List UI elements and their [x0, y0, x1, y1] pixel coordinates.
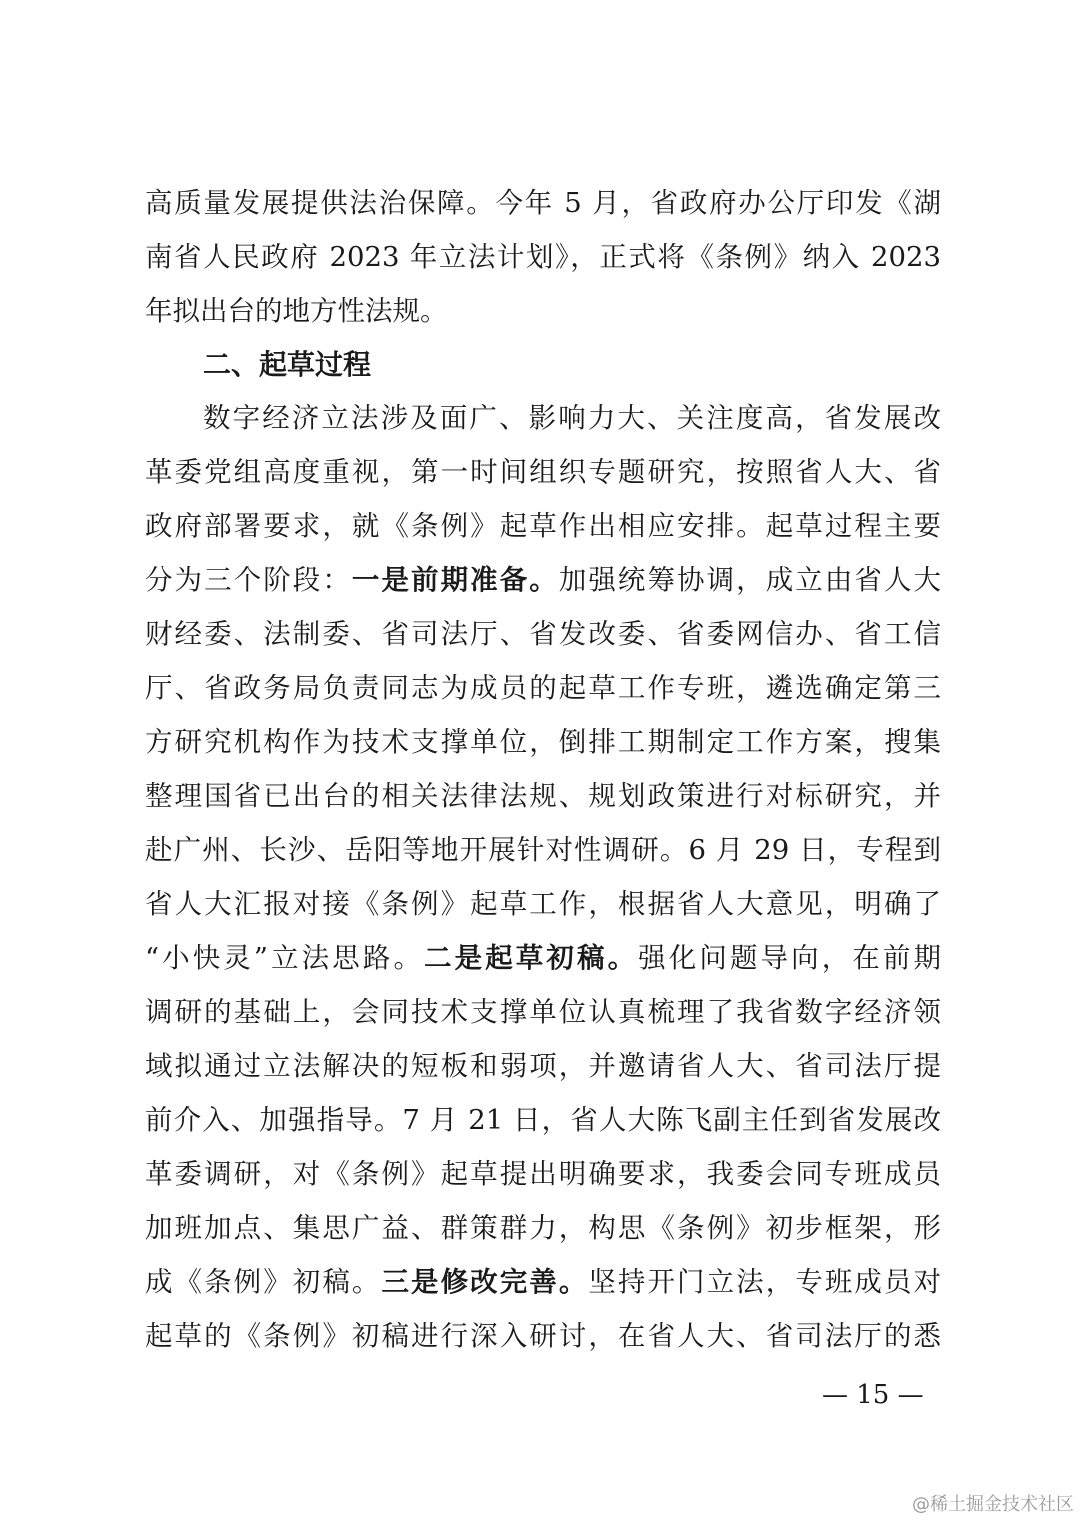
text-run: 调研的基础上，会同技术支撑单位认真梳理了我省数字经济领	[145, 996, 941, 1028]
text-line	[145, 830, 941, 870]
text-run: 域拟通过立法解决的短板和弱项，并邀请省人大、省司法厅提	[145, 1050, 941, 1082]
page-number: — 15 —	[822, 1380, 924, 1410]
text-run: 前介入、加强指导。7 月 21 日，省人大陈飞副主任到省发展改	[145, 1104, 941, 1136]
text-run: 方研究机构作为技术支撑单位，倒排工期制定工作方案，搜集	[145, 726, 941, 758]
text-run: 政府部署要求，就《条例》起草作出相应安排。起草过程主要	[145, 510, 941, 542]
text-run: “小快灵”立法思路。	[145, 942, 425, 974]
bold-phrase: 一是前期准备。	[351, 564, 559, 596]
text-run: 革委调研，对《条例》起草提出明确要求，我委会同专班成员	[145, 1158, 941, 1190]
text-line	[145, 506, 941, 546]
text-run: 赴广州、长沙、岳阳等地开展针对性调研。6 月 29 日，专程到	[145, 834, 941, 866]
text-line	[145, 776, 941, 816]
text-line	[203, 398, 941, 438]
text-line	[145, 884, 941, 924]
text-line	[145, 614, 941, 654]
text-run: 财经委、法制委、省司法厅、省发改委、省委网信办、省工信	[145, 618, 941, 650]
text-line	[145, 560, 941, 600]
text-line	[145, 452, 941, 492]
text-line	[145, 1262, 941, 1302]
text-line: 年拟出台的地方性法规。	[145, 295, 448, 327]
text-line: 南省人民政府 2023 年立法计划》，正式将《条例》纳入 2023	[145, 241, 941, 273]
text-run: 厅、省政务局负责同志为成员的起草工作专班，遴选确定第三	[145, 672, 941, 704]
watermark: @稀土掘金技术社区	[912, 1494, 1074, 1515]
text-line	[145, 992, 941, 1032]
text-line	[145, 938, 941, 978]
text-run: 分为三个阶段：	[145, 564, 352, 596]
text-line	[145, 1316, 941, 1356]
text-line	[145, 722, 941, 762]
text-line	[145, 1046, 941, 1086]
text-run: 革委党组高度重视，第一时间组织专题研究，按照省人大、省	[145, 456, 941, 488]
text-line: 高质量发展提供法治保障。今年 5 月，省政府办公厅印发《湖	[145, 187, 941, 219]
text-run: 成《条例》初稿。	[145, 1266, 382, 1298]
text-run: 省人大汇报对接《条例》起草工作，根据省人大意见，明确了	[145, 888, 941, 920]
text-run: 强化问题导向，在前期	[638, 942, 941, 974]
bold-phrase: 二是起草初稿。	[424, 942, 639, 974]
text-run: 加班加点、集思广益、群策群力，构思《条例》初步框架，形	[145, 1212, 941, 1244]
text-run: 整理国省已出台的相关法律法规、规划政策进行对标研究，并	[145, 780, 941, 812]
text-run: 数字经济立法涉及面广、影响力大、关注度高，省发展改	[203, 402, 941, 434]
text-line	[145, 1154, 941, 1194]
text-line	[145, 1208, 941, 1248]
text-line	[145, 668, 941, 708]
text-run: 起草的《条例》初稿进行深入研讨，在省人大、省司法厅的悉	[145, 1320, 941, 1352]
bold-phrase: 三是修改完善。	[381, 1266, 589, 1298]
text-line	[145, 1100, 941, 1140]
text-run: 坚持开门立法，专班成员对	[588, 1266, 942, 1298]
section-heading: 二、起草过程	[203, 348, 372, 381]
text-run: 加强统筹协调，成立由省人大	[558, 564, 942, 596]
